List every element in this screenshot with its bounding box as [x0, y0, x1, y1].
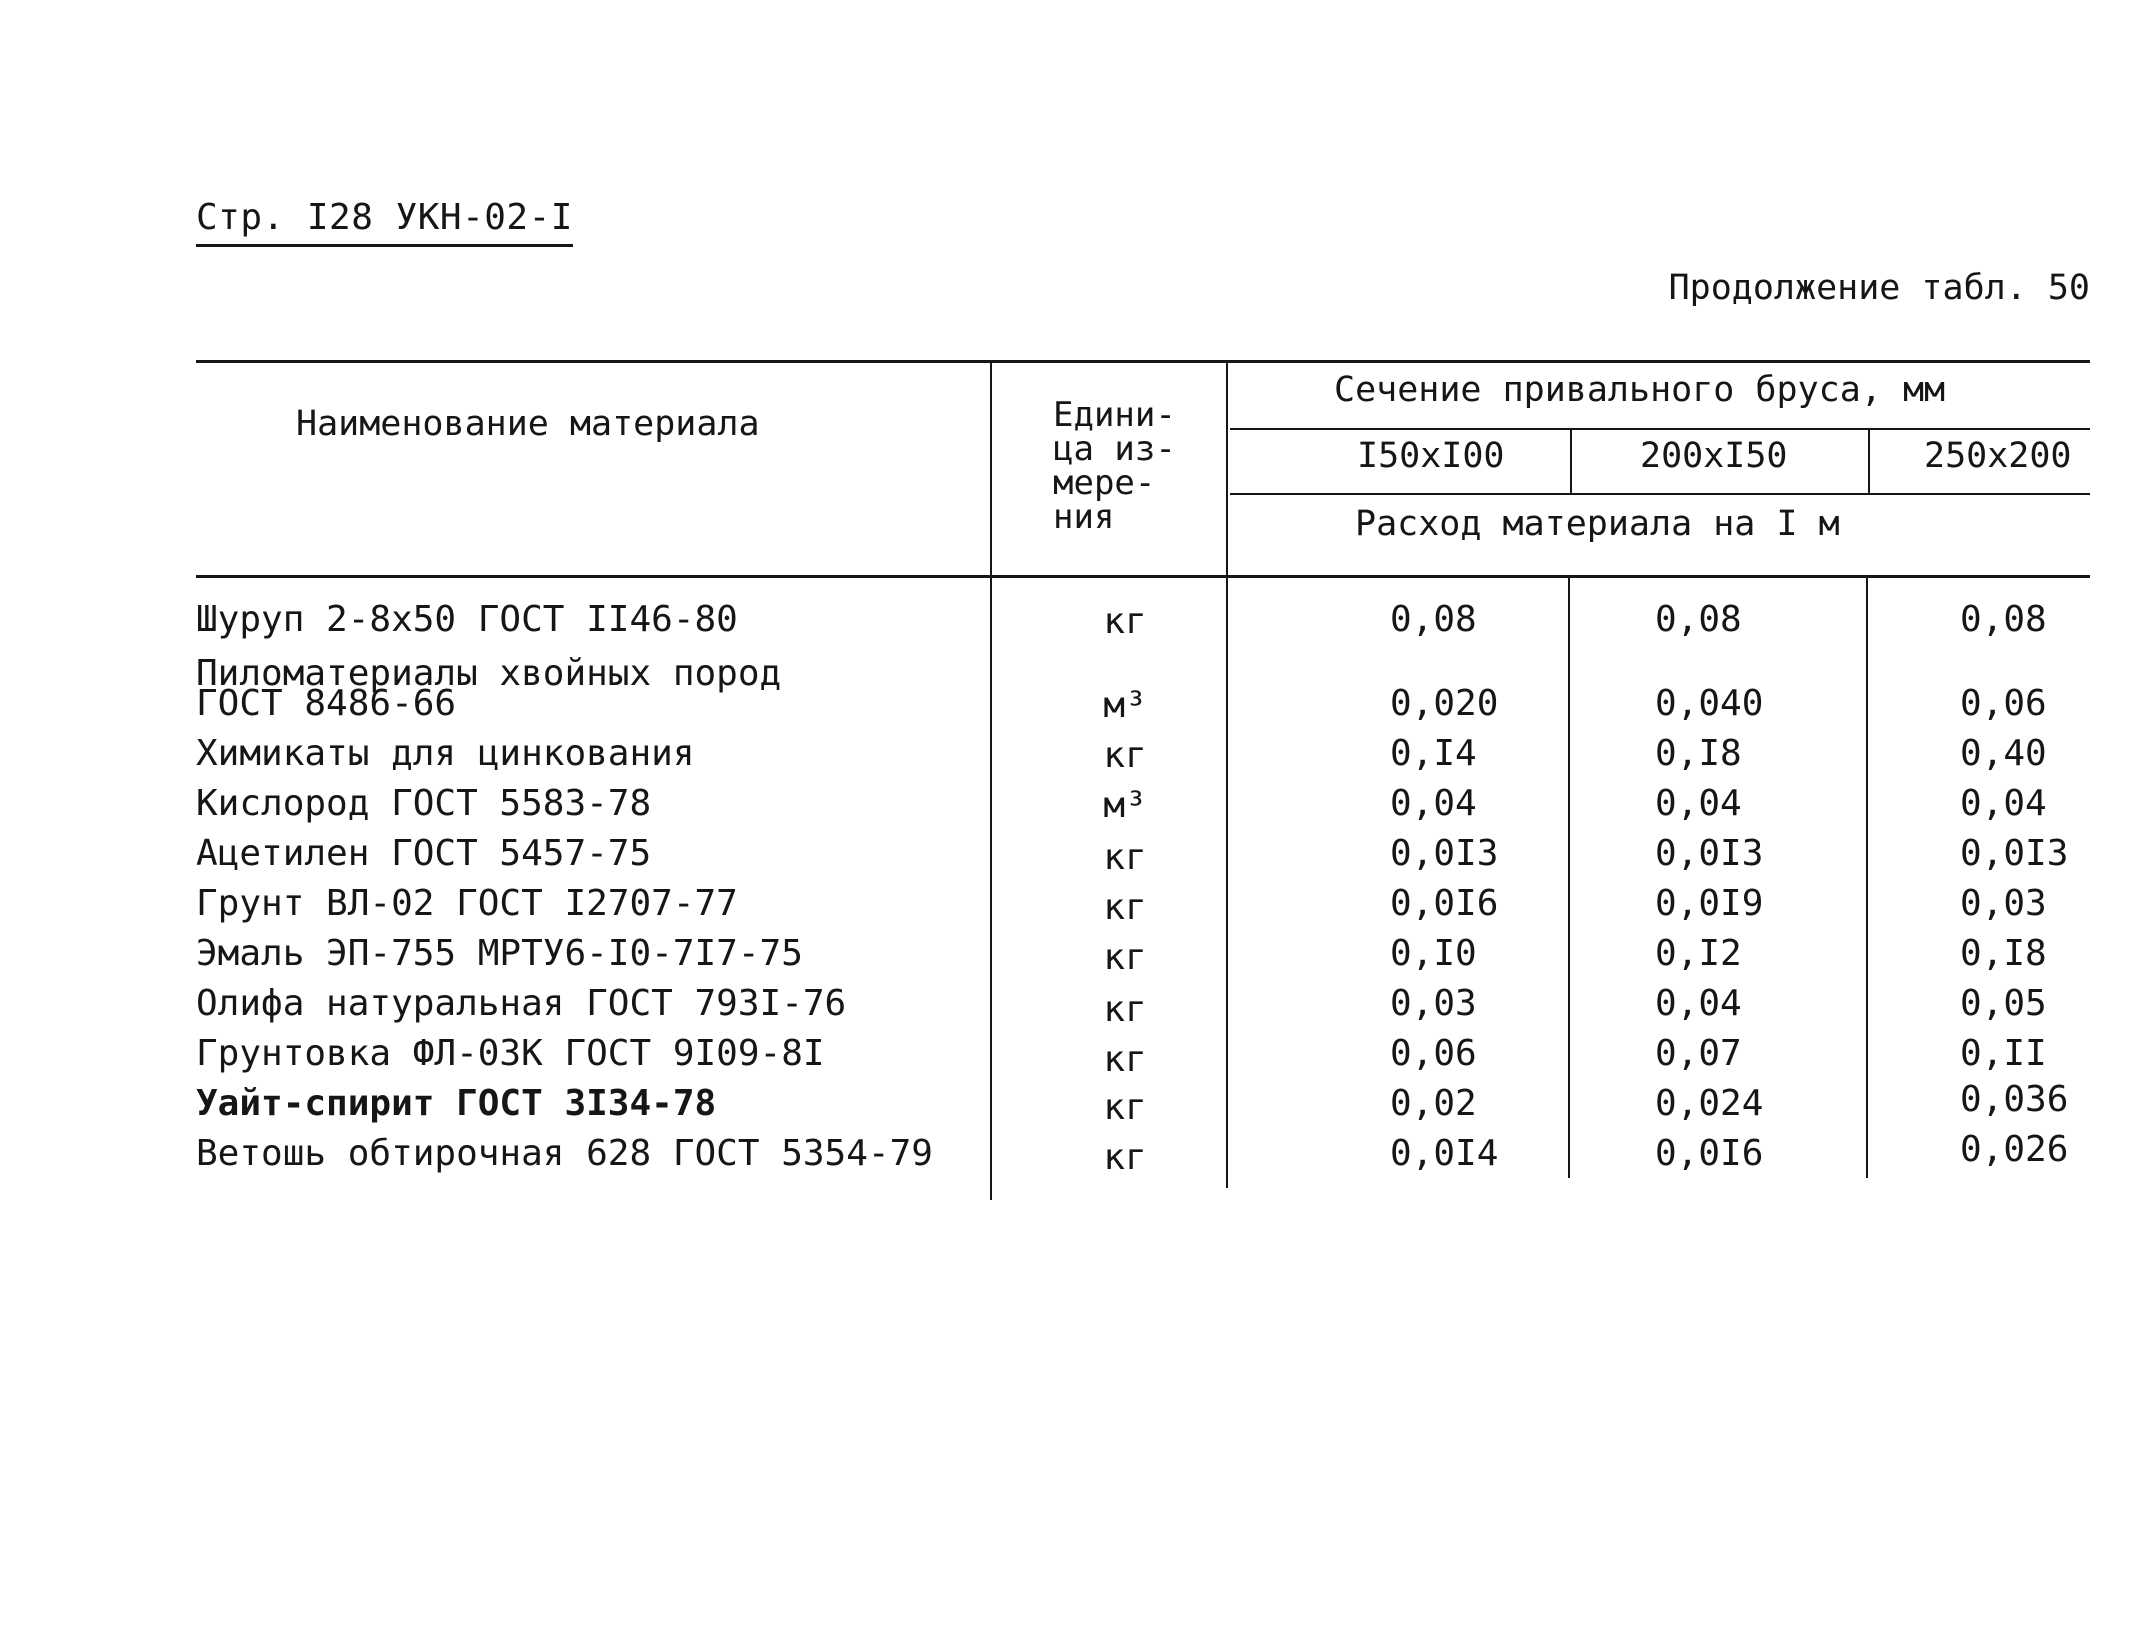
value-cell: 0,036 — [1960, 1079, 2069, 1120]
consumption-header: Расход материала на I м — [1355, 504, 1840, 544]
material-name: Кислород ГОСТ 5583-78 — [196, 783, 652, 824]
size-header-3: 250x200 — [1924, 436, 2072, 476]
unit-cell: кг — [1103, 1087, 1147, 1128]
sizes-bottom-rule — [1230, 493, 2090, 495]
unit-column-header — [1053, 395, 1176, 537]
value-cell: 0,0I3 — [1390, 833, 1499, 874]
unit-cell: м³ — [1103, 785, 1147, 826]
value-cell: 0,0I4 — [1390, 1133, 1499, 1174]
header-bottom-rule — [196, 575, 2090, 578]
unit-cell: м³ — [1103, 685, 1147, 726]
column-divider-size3 — [1868, 430, 1870, 495]
material-name: Эмаль ЭП-755 МРТУ6-I0-7I7-75 — [196, 933, 803, 974]
material-name: Грунтовка ФЛ-03К ГОСТ 9I09-8I — [196, 1033, 825, 1074]
column-divider-values — [1226, 360, 1228, 1188]
value-cell: 0,026 — [1960, 1129, 2069, 1170]
value-cell: 0,04 — [1390, 783, 1477, 824]
value-cell: 0,040 — [1655, 683, 1764, 724]
value-cell: 0,08 — [1960, 599, 2047, 640]
material-name: Химикаты для цинкования — [196, 733, 695, 774]
unit-cell: кг — [1103, 1039, 1147, 1080]
value-cell: 0,0I3 — [1655, 833, 1764, 874]
page-reference: Стр. I28 УКН-02-I — [196, 196, 573, 247]
column-divider-size2 — [1570, 430, 1572, 495]
unit-cell: кг — [1103, 735, 1147, 776]
section-subheader-rule — [1230, 428, 2090, 430]
material-name: Шуруп 2-8x50 ГОСТ II46-80 — [196, 599, 738, 640]
value-cell: 0,06 — [1390, 1033, 1477, 1074]
value-cell: 0,I8 — [1960, 933, 2047, 974]
material-name: Ацетилен ГОСТ 5457-75 — [196, 833, 652, 874]
section-header: Сечение привального бруса, мм — [1334, 370, 1946, 410]
value-cell: 0,0I9 — [1655, 883, 1764, 924]
column-divider-body-3 — [1866, 578, 1868, 1178]
value-cell: 0,03 — [1390, 983, 1477, 1024]
unit-cell: кг — [1103, 887, 1147, 928]
material-name: Уайт-спирит ГОСТ 3I34-78 — [196, 1083, 717, 1124]
value-cell: 0,04 — [1655, 783, 1742, 824]
value-cell: 0,I0 — [1390, 933, 1477, 974]
size-header-2: 200xI50 — [1640, 436, 1788, 476]
value-cell: 0,02 — [1390, 1083, 1477, 1124]
value-cell: 0,08 — [1390, 599, 1477, 640]
unit-cell: кг — [1103, 989, 1147, 1030]
material-name: Пиломатериалы хвойных пород — [196, 653, 782, 694]
value-cell: 0,II — [1960, 1033, 2047, 1074]
value-cell: 0,40 — [1960, 733, 2047, 774]
unit-cell: кг — [1103, 601, 1147, 642]
value-cell: 0,020 — [1390, 683, 1499, 724]
value-cell: 0,07 — [1655, 1033, 1742, 1074]
material-name: Ветошь обтирочная 628 ГОСТ 5354-79 — [196, 1133, 933, 1174]
value-cell: 0,04 — [1655, 983, 1742, 1024]
value-cell: 0,0I6 — [1655, 1133, 1764, 1174]
value-cell: 0,0I3 — [1960, 833, 2069, 874]
unit-header-line: ца из- — [1053, 429, 1176, 469]
unit-header-line: мере- — [1053, 463, 1156, 503]
column-divider-unit — [990, 360, 992, 1200]
value-cell: 0,I2 — [1655, 933, 1742, 974]
table-top-rule — [196, 360, 2090, 363]
unit-cell: кг — [1103, 1137, 1147, 1178]
material-column-header: Наименование материала — [296, 404, 760, 444]
value-cell: 0,03 — [1960, 883, 2047, 924]
unit-cell: кг — [1103, 837, 1147, 878]
value-cell: 0,I4 — [1390, 733, 1477, 774]
value-cell: 0,024 — [1655, 1083, 1764, 1124]
value-cell: 0,0I6 — [1390, 883, 1499, 924]
material-name: Олифа натуральная ГОСТ 793I-76 — [196, 983, 847, 1024]
unit-header-line: Едини- — [1053, 395, 1176, 435]
table-continuation-label: Продолжение табл. 50 — [1668, 268, 2090, 308]
value-cell: 0,05 — [1960, 983, 2047, 1024]
value-cell: 0,06 — [1960, 683, 2047, 724]
unit-header-line: ния — [1053, 497, 1115, 537]
value-cell: 0,08 — [1655, 599, 1742, 640]
value-cell: 0,I8 — [1655, 733, 1742, 774]
value-cell: 0,04 — [1960, 783, 2047, 824]
unit-cell: кг — [1103, 937, 1147, 978]
material-name: Грунт ВЛ-02 ГОСТ I2707-77 — [196, 883, 738, 924]
column-divider-body-2 — [1568, 578, 1570, 1178]
size-header-1: I50xI00 — [1357, 436, 1505, 476]
material-name-continued: ГОСТ 8486-66 — [196, 683, 457, 724]
